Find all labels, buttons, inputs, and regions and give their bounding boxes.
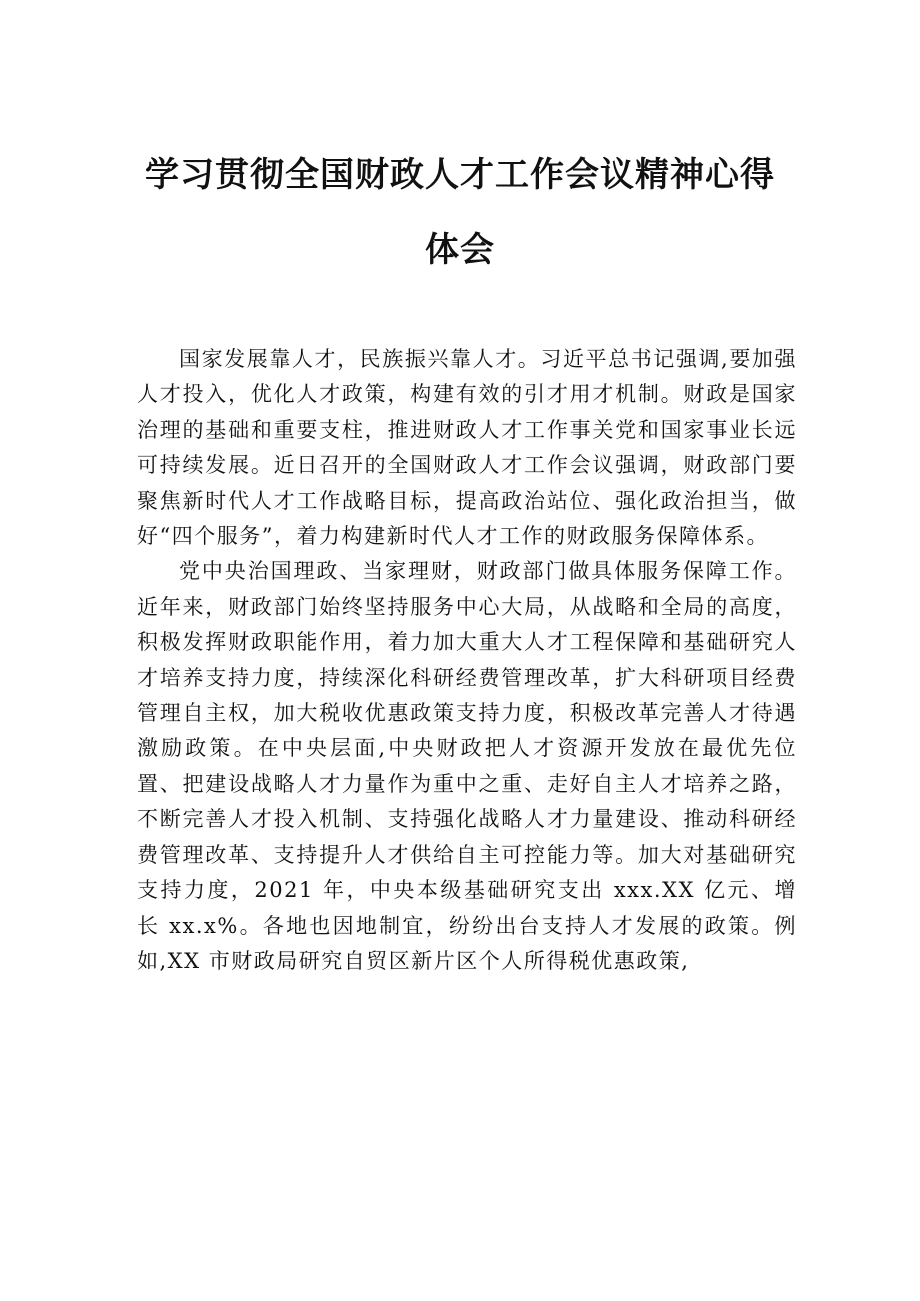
document-title-line-1: 学习贯彻全国财政人才工作会议精神心得 (145, 155, 775, 195)
paragraph-2: 党中央治国理政、当家理财，财政部门做具体服务保障工作。近年来，财政部门始终坚持服务中心大局，从战略和全局的高度，积极发挥财政职能作用，着力加大重大人才工程保障和基础研究人才培养支持力度，持续深化科研经费管理改革，扩大科研项目经费管理自主权，加大税收优惠政策支持力度，积极改革完善人才待遇激励政策。在中央层面,中央财政把人才资源开发放在最优先位置、把建设战略人才力量作为重中之重、走好自主人才培养之路，不断完善人才投入机制、支持强化战略人才力量建设、推动科研经费管理改革、支持提升人才供给自主可控能力等。加大对基础研究支持力度，2021 年，中央本级基础研究支出 xxx.XX 亿元、增长 xx.x%。各地也因地制宜，纷纷出台支持人才发展的政策。例如,XX 市财政局研究自贸区新片区个人所得税优惠政策, (137, 559, 797, 973)
paragraph-1: 国家发展靠人才，民族振兴靠人才。习近平总书记强调,要加强人才投入，优化人才政策，构建有效的引才用才机制。财政是国家治理的基础和重要支柱，推进财政人才工作事关党和国家事业长远可持续发展。近日召开的全国财政人才工作会议强调，财政部门要聚焦新时代人才工作战略目标，提高政治站位、强化政治担当，做好“四个服务”，着力构建新时代人才工作的财政服务保障体系。 (137, 347, 797, 549)
document-body (137, 342, 797, 979)
document-title-line-2: 体会 (425, 230, 495, 270)
